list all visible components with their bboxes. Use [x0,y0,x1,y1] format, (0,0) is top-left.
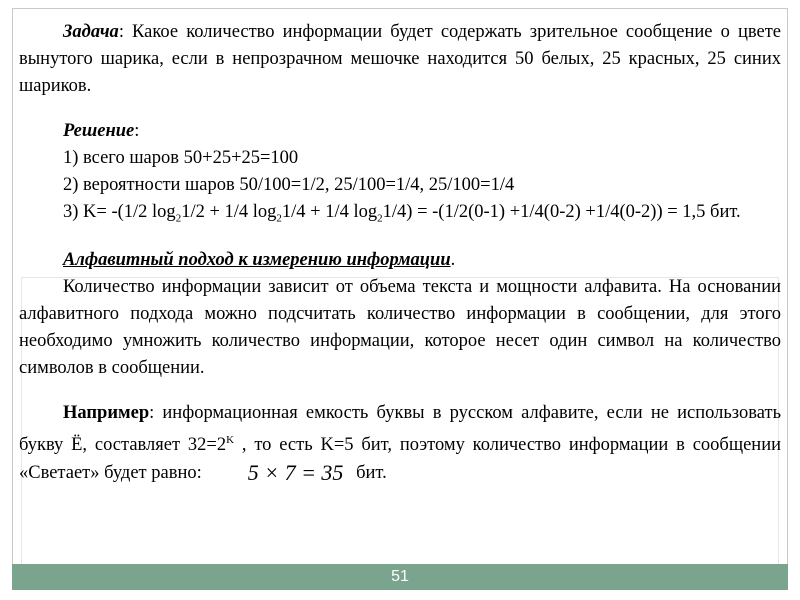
alphabet-heading [19,247,781,274]
task-text: : Какое количество информации будет содержать зрительное сообщение о цвете вынутого шарика, если в непрозрачном мешочке находится 50 белых, 25 красных, 25 синих шариков. [19,22,781,96]
task-paragraph [19,19,781,100]
solution-step-3 [19,199,781,233]
page-number: 51 [391,568,409,585]
solution-colon: : [134,121,140,141]
slide-frame [12,8,788,590]
slide-content [19,19,781,487]
alphabet-heading-end: . [450,249,456,270]
example-superscript: K [226,433,235,446]
step3-sub-3: 2 [377,212,383,225]
example-label: Например [63,402,150,423]
solution-step-1: 1) всего шаров 50+25+25=100 [63,148,299,168]
example-formula: 5 × 7 = 35 [247,459,344,485]
step3-part-d: 1/4) = -(1/2(0-1) +1/4(0-2) +1/4(0-2)) = 1,5 бит. [382,202,741,222]
step3-sub-2: 2 [276,212,282,225]
example-paragraph [19,400,781,487]
solution-step-2: 2) вероятности шаров 50/100=1/2, 25/100=1/4, 25/100=1/4 [63,175,515,195]
alphabet-heading-text: Алфавитный подход к измерению информации [63,249,451,270]
solution-heading [19,118,781,145]
alphabet-paragraph: Количество информации зависит от объема текста и мощности алфавита. На основании алфавитного подхода можно подсчитать количество информации в сообщении, для этого необходимо умножить количество информации, которое несет один символ на количество символов в сообщении. [19,276,781,378]
example-text-2: , то есть K=5 бит, поэтому количество информации в сообщении «Светает» будет равно: [19,434,781,483]
step3-part-c: 1/4 + 1/4 log [281,202,378,222]
footer-bar [12,564,788,590]
step3-part-a: 3) K= -(1/2 log [63,202,176,222]
solution-label: Решение [63,121,135,141]
step3-part-b: 1/2 + 1/4 log [181,202,277,222]
step3-sub-1: 2 [175,212,182,225]
example-text-1: : информационная емкость буквы в русском алфавите, если не использовать букву Ё, составляет 32=2 [19,402,781,455]
task-label: Задача [63,22,119,42]
example-text-3: бит. [351,462,387,483]
